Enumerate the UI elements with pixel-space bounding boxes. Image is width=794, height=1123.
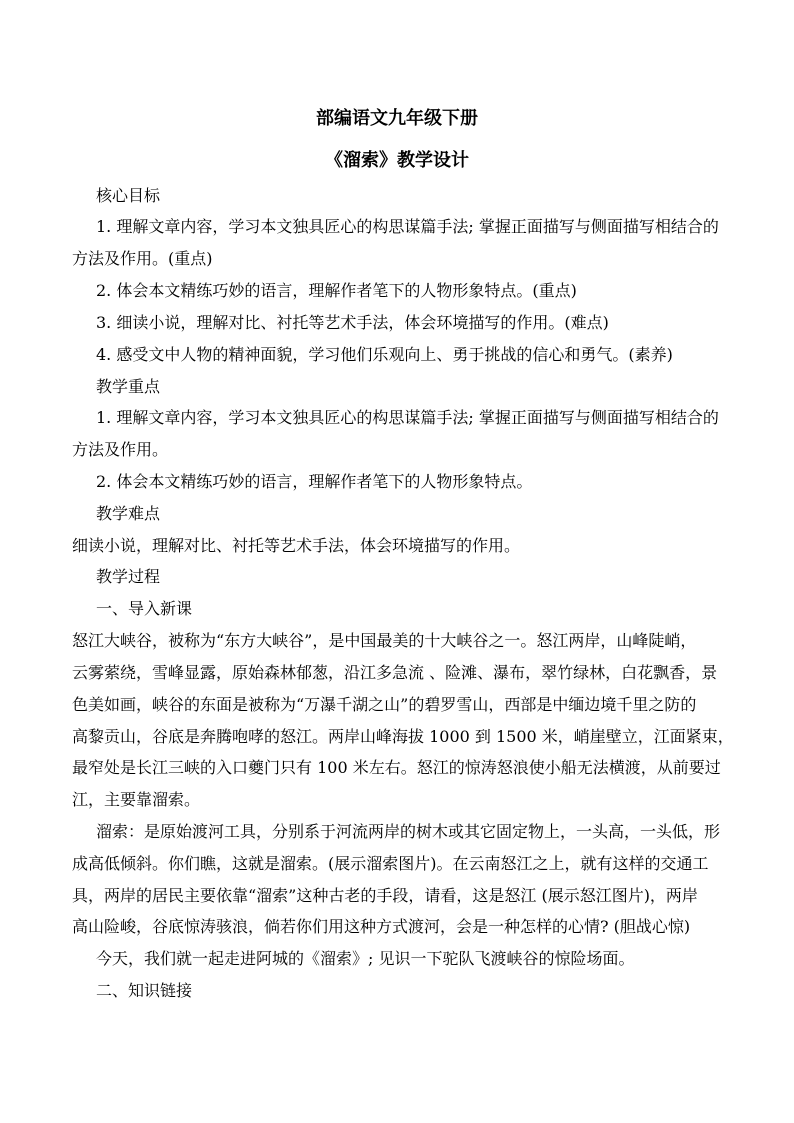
paragraph-line: 今天，我们就一起走进阿城的《溜索》; 见识一下驼队飞渡峡谷的惊险场面。 xyxy=(96,949,635,968)
paragraph-line: 江，主要靠溜索。 xyxy=(72,790,201,809)
section-heading: 二、知识链接 xyxy=(96,981,193,1000)
section-heading: 一、导入新课 xyxy=(96,599,193,618)
paragraph-line: 色美如画，峡谷的东面是被称为“万瀑千湖之山”的碧罗雪山，西部是中缅边境千里之防的 xyxy=(72,695,697,714)
paragraph-line: 2. 体会本文精练巧妙的语言，理解作者笔下的人物形象特点。 xyxy=(96,472,533,491)
document-title: 部编语文九年级下册 xyxy=(316,108,478,129)
paragraph-line: 4. 感受文中人物的精神面貌，学习他们乐观向上、勇于挑战的信心和勇气。(素养) xyxy=(96,345,673,364)
paragraph-line: 具，两岸的居民主要依靠“溜索”这种古老的手段，请看，这是怒江 (展示怒江图片)，两岸 xyxy=(72,886,698,905)
paragraph-line: 最窄处是长江三峡的入口夔门只有 100 米左右。怒江的惊涛怒浪使小船无法横渡，从前要过 xyxy=(72,758,721,777)
paragraph-line: 3. 细读小说，理解对比、衬托等艺术手法，体会环境描写的作用。(难点) xyxy=(96,313,609,332)
paragraph-line: 细读小说，理解对比、衬托等艺术手法，体会环境描写的作用。 xyxy=(72,536,521,555)
paragraph-line: 溜索：是原始渡河工具，分别系于河流两岸的树木或其它固定物上，一头高，一头低，形 xyxy=(96,822,721,841)
paragraph-line: 方法及作用。 xyxy=(72,440,169,459)
paragraph-line: 成高低倾斜。你们瞧，这就是溜索。(展示溜索图片)。在云南怒江之上，就有这样的交通工 xyxy=(72,854,709,873)
document-subtitle: 《溜索》教学设计 xyxy=(325,150,469,171)
paragraph-line: 高山险峻，谷底惊涛骇浪，倘若你们用这种方式渡河，会是一种怎样的心情? (胆战心惊) xyxy=(72,917,691,936)
section-heading: 教学重点 xyxy=(96,377,161,396)
section-heading: 核心目标 xyxy=(96,186,161,205)
paragraph-line: 高黎贡山，谷底是奔腾咆哮的怒江。两岸山峰海拔 1000 到 1500 米，峭崖壁立，江面紧束， xyxy=(72,727,734,746)
paragraph-line: 云雾萦绕，雪峰显露，原始森林郁葱，沿江多急流 、险滩、瀑布，翠竹绿林，白花飘香，景 xyxy=(72,663,718,682)
paragraph-line: 怒江大峡谷，被称为“东方大峡谷”，是中国最美的十大峡谷之一。怒江两岸，山峰陡峭， xyxy=(72,631,697,650)
paragraph-line: 1. 理解文章内容，学习本文独具匠心的构思谋篇手法; 掌握正面描写与侧面描写相结合的 xyxy=(96,217,719,236)
paragraph-line: 1. 理解文章内容，学习本文独具匠心的构思谋篇手法; 掌握正面描写与侧面描写相结合的 xyxy=(96,408,719,427)
section-heading: 教学过程 xyxy=(96,567,161,586)
paragraph-line: 方法及作用。(重点) xyxy=(72,249,213,268)
section-heading: 教学难点 xyxy=(96,504,161,523)
paragraph-line: 2. 体会本文精练巧妙的语言，理解作者笔下的人物形象特点。(重点) xyxy=(96,281,577,300)
